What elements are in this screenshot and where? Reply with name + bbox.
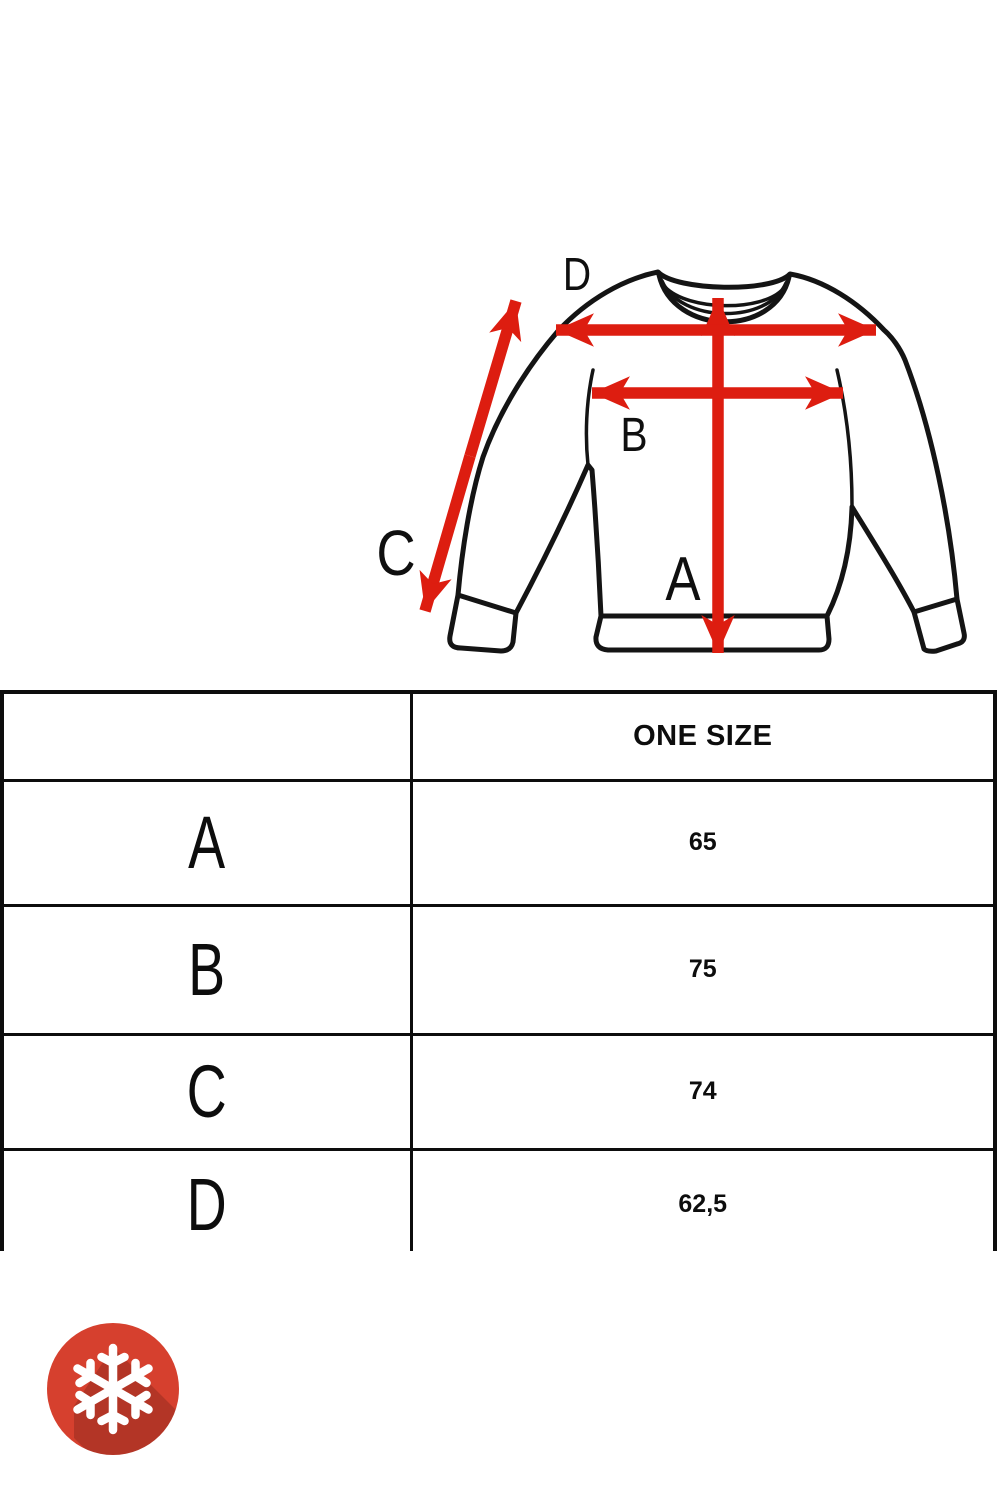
header-empty-cell xyxy=(2,692,411,780)
row-label-text: D xyxy=(186,1162,227,1246)
table-row xyxy=(2,1034,995,1149)
size-table-section xyxy=(0,690,1000,1251)
diagram-label-c: C xyxy=(376,517,416,589)
sweater-measurement-diagram xyxy=(0,0,1000,690)
row-label-text: B xyxy=(188,927,226,1011)
row-value-a: 65 xyxy=(411,780,995,905)
row-value-d: 62,5 xyxy=(411,1149,995,1251)
row-label-c xyxy=(2,1034,411,1149)
table-row xyxy=(2,780,995,905)
diagram-label-d: D xyxy=(562,248,592,300)
snowflake-icon xyxy=(46,1322,180,1456)
table-row xyxy=(2,905,995,1034)
table-row xyxy=(2,1149,995,1251)
table-header-row xyxy=(2,692,995,780)
row-label-d xyxy=(2,1149,411,1251)
header-one-size: ONE SIZE xyxy=(411,692,995,780)
diagram-label-b: B xyxy=(620,409,648,462)
cold-wash-badge xyxy=(46,1322,180,1456)
row-label-text: C xyxy=(186,1049,227,1133)
row-label-text: A xyxy=(188,800,226,884)
row-label-b xyxy=(2,905,411,1034)
row-label-a xyxy=(2,780,411,905)
row-value-b: 75 xyxy=(411,905,995,1034)
sweater-diagram-canvas xyxy=(0,0,1000,690)
size-table xyxy=(0,690,997,1251)
diagram-label-a: A xyxy=(665,545,701,614)
row-value-c: 74 xyxy=(411,1034,995,1149)
